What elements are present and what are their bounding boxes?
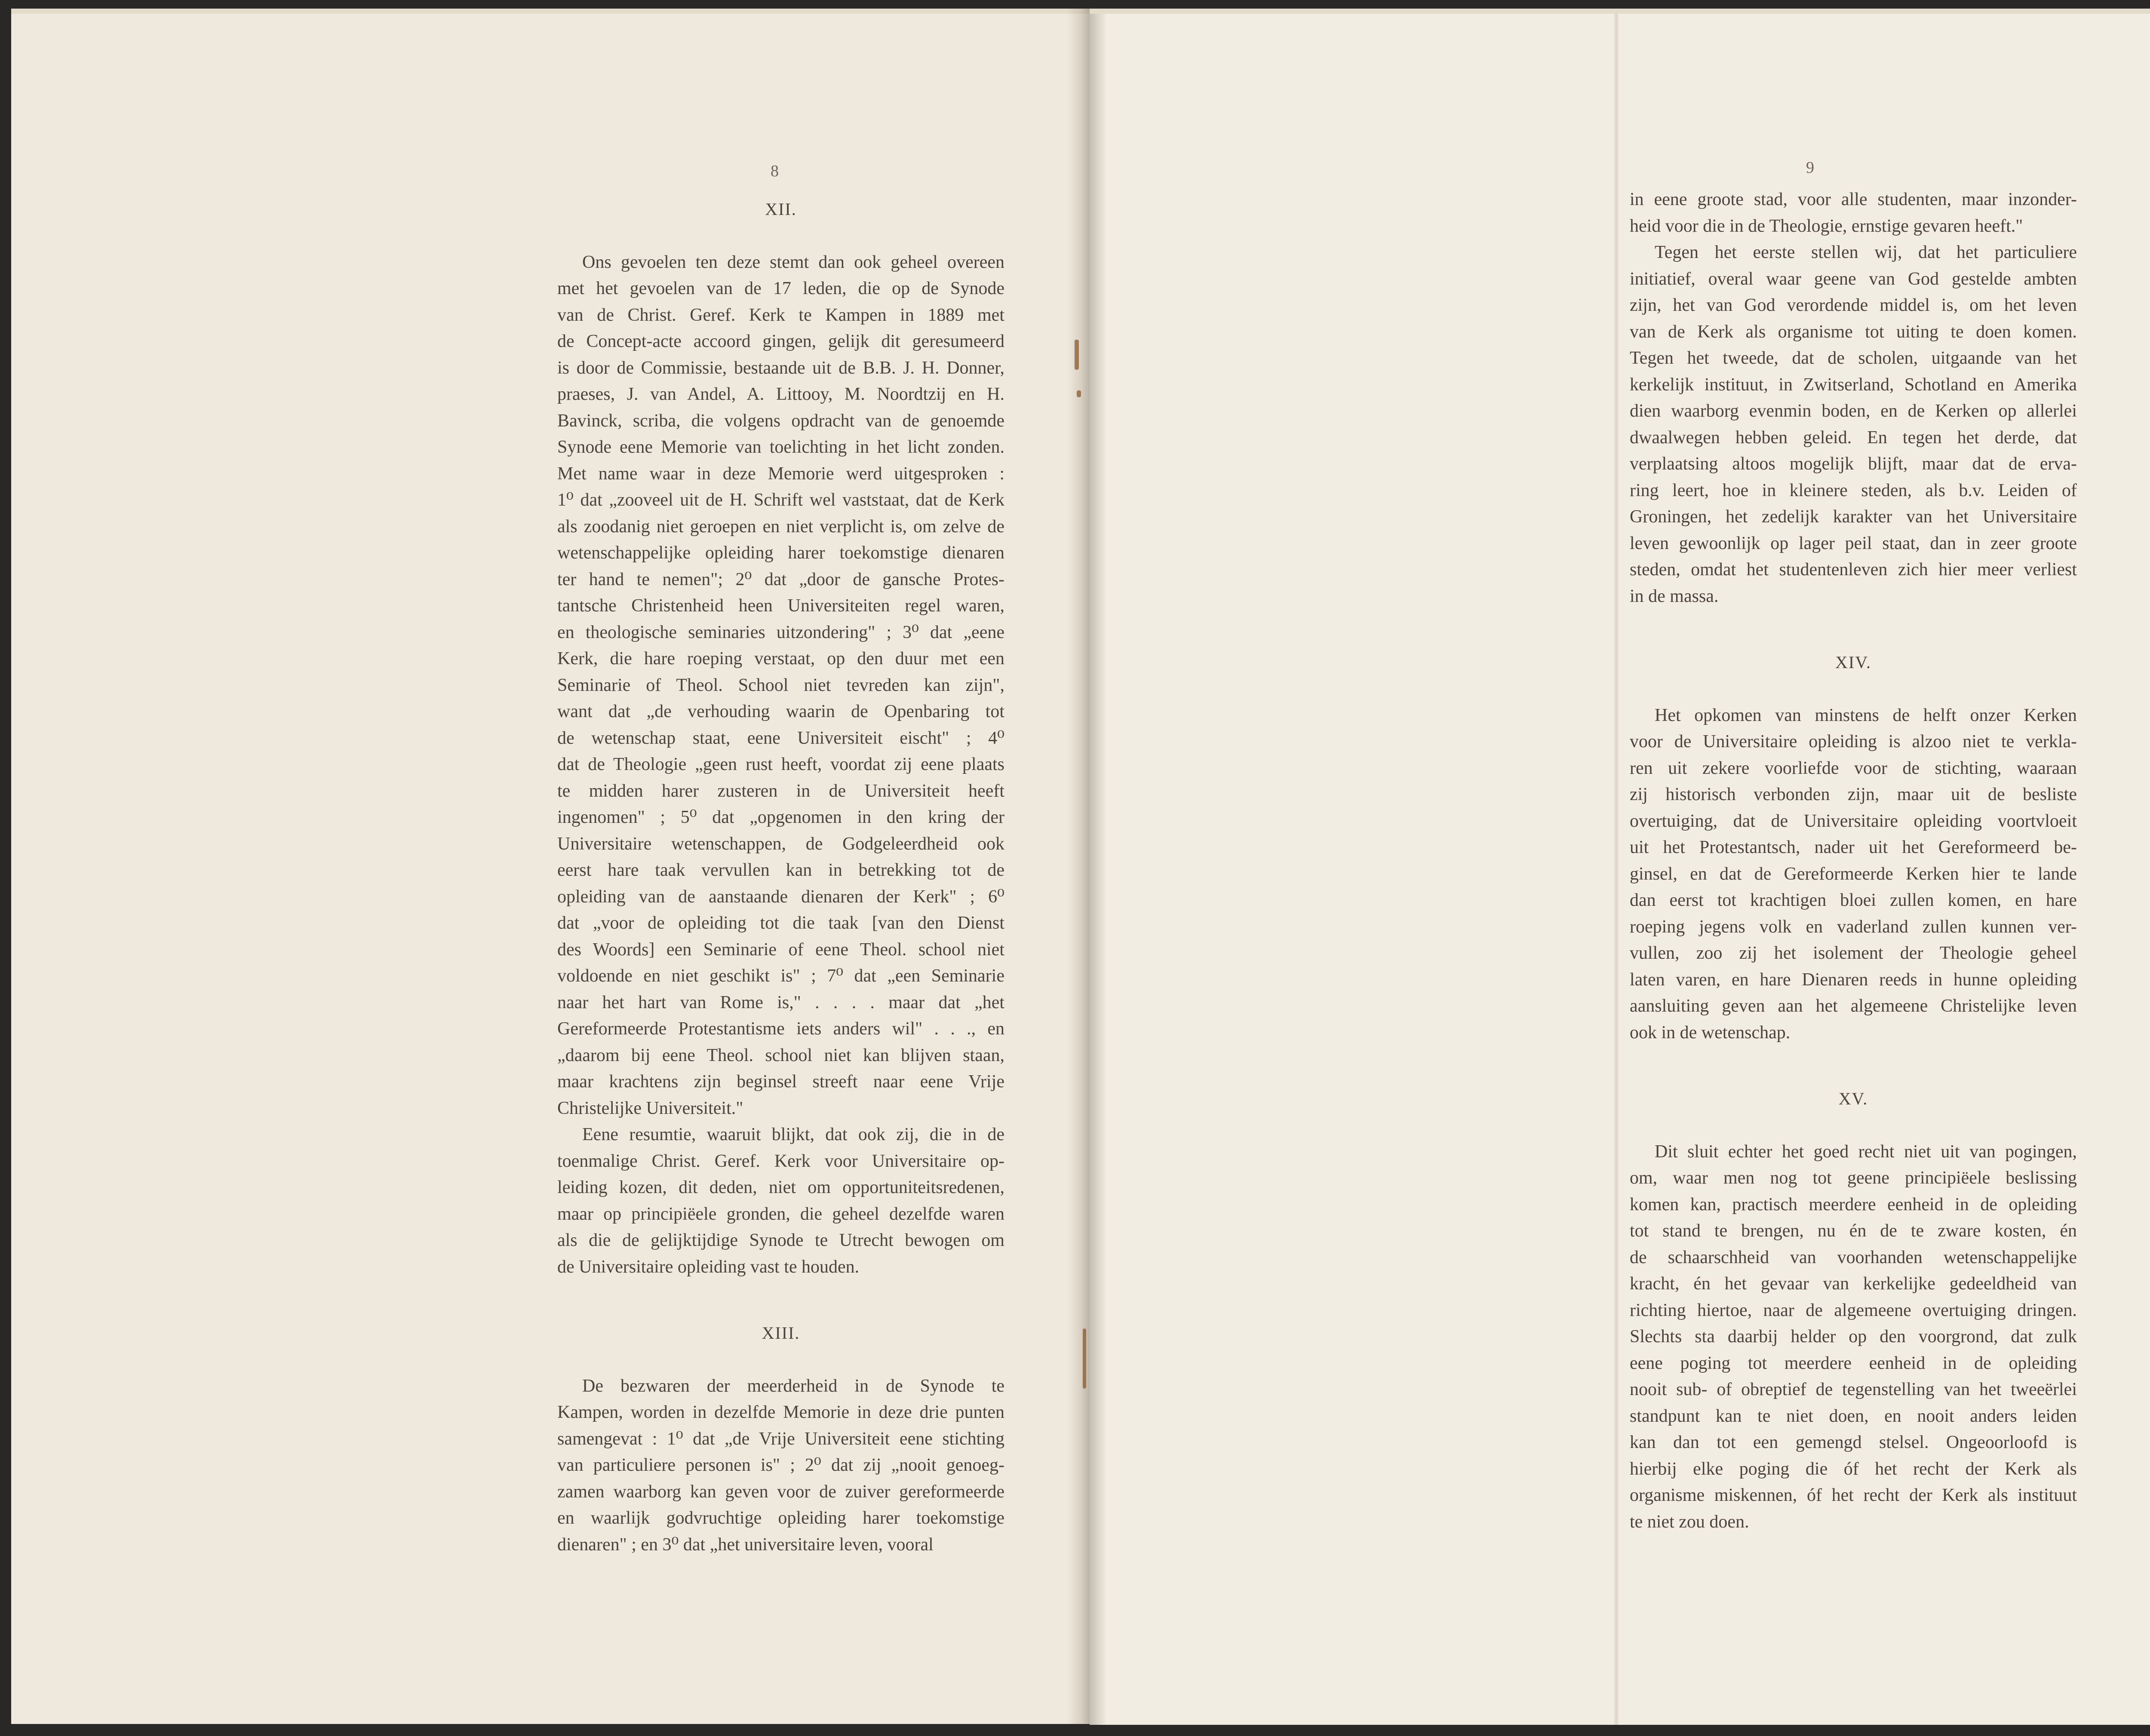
text-line: dat „voor de opleiding tot die taak [van den Dienst: [557, 913, 1004, 933]
text-line: eerst hare taak vervullen kan in betrekking tot de: [557, 860, 1004, 880]
text-line: hierbij elke poging die óf het recht der Kerk als: [1630, 1459, 2077, 1479]
text-line: Tegen het tweede, dat de scholen, uitgaande van het: [1630, 348, 2077, 368]
right-text-column: [1630, 187, 2077, 1535]
text-line: initiatief, overal waar geene van God gestelde ambten: [1630, 269, 2077, 289]
text-line: zij historisch verbonden zijn, maar uit de besliste: [1630, 785, 2077, 804]
text-line: en waarlijk godvruchtige opleiding harer toekomstige: [557, 1508, 1004, 1528]
text-line: Kerk, die hare roeping verstaat, op den duur met een: [557, 649, 1004, 669]
text-line: leiding kozen, dit deden, niet om opportuniteitsredenen,: [557, 1178, 1004, 1197]
spacer: [1630, 1046, 2077, 1086]
text-line: nooit sub- of obreptief de tegenstelling van het tweeërlei: [1630, 1380, 2077, 1399]
text-line: van particuliere personen is" ; 2⁰ dat zij „nooit genoeg-: [557, 1455, 1004, 1475]
text-line: dienaren" ; en 3⁰ dat „het universitaire leven, vooral: [557, 1534, 934, 1555]
text-line: voor de Universitaire opleiding is alzoo niet te verkla-: [1630, 732, 2077, 751]
text-line: van de Kerk als organisme tot uiting te doen komen.: [1630, 322, 2077, 342]
text-line: aansluiting geven aan het algemeene Christelijke leven: [1630, 996, 2077, 1016]
text-line: Ons gevoelen ten deze stemt dan ook geheel overeen: [582, 252, 1004, 272]
text-line: in eene groote stad, voor alle studenten, maar inzonder-: [1630, 190, 2077, 209]
text-line: overtuiging, dat de Universitaire opleiding voortvloeit: [1630, 811, 2077, 831]
text-line: komen kan, practisch meerdere eenheid in de opleiding: [1630, 1194, 2077, 1215]
text-line: wetenschappelijke opleiding harer toekomstige dienaren: [557, 543, 1004, 563]
text-line: Seminarie of Theol. School niet tevreden kan zijn",: [557, 675, 1004, 695]
text-line: kan dan tot een gemengd stelsel. Ongeoorloofd is: [1630, 1432, 2077, 1452]
section-heading: XIV.: [1835, 653, 1871, 672]
paragraph: [1630, 1139, 2077, 1536]
text-line: praeses, J. van Andel, A. Littooy, M. Noordtzij en H.: [557, 384, 1004, 404]
text-line: te midden harer zusteren in de Universiteit heeft: [557, 781, 1004, 801]
text-line: leven gewoonlijk op lager peil staat, dan in zeer groote: [1630, 533, 2077, 553]
text-line: tantsche Christenheid heen Universiteiten regel waren,: [557, 596, 1004, 616]
text-line: organisme miskennen, óf het recht der Kerk als instituut: [1630, 1485, 2077, 1505]
text-line: standpunt kan te niet doen, en nooit anders leiden: [1630, 1406, 2077, 1426]
page-number-left: 8: [771, 162, 779, 180]
binding-stain: [1077, 390, 1081, 397]
text-line: laten varen, en hare Dienaren reeds in hunne opleiding: [1630, 969, 2077, 990]
text-line: richting hiertoe, naar de algemeene overtuiging dringen.: [1630, 1300, 2077, 1320]
text-line: steden, omdat het studentenleven zich hier meer verliest: [1630, 560, 2077, 580]
text-line: dan eerst tot krachtigen bloei zullen komen, en hare: [1630, 890, 2077, 910]
text-line: Groningen, het zedelijk karakter van het Universitaire: [1630, 507, 2077, 527]
text-line: want dat „de verhouding waarin de Openbaring tot: [557, 702, 1004, 721]
text-line: kerkelijk instituut, in Zwitserland, Schotland en Amerika: [1630, 374, 2077, 395]
text-line: Tegen het eerste stellen wij, dat het particuliere: [1655, 242, 2077, 262]
text-line: om, waar men nog tot geene principiëele beslissing: [1630, 1168, 2077, 1188]
spacer: [557, 223, 1004, 249]
text-line: Christelijke Universiteit.": [557, 1098, 743, 1118]
text-line: Kampen, worden in dezelfde Memorie in deze drie punten: [557, 1402, 1004, 1422]
paragraph: [1630, 239, 2077, 610]
spacer: [1630, 1112, 2077, 1139]
spacer: [1630, 676, 2077, 702]
text-line: dat de Theologie „geen rust heeft, voordat zij eene plaats: [557, 755, 1004, 774]
text-line: roeping jegens volk en vaderland zullen kunnen ver-: [1630, 917, 2077, 937]
text-line: uit het Protestantsch, nader uit het Gereformeerd be-: [1630, 837, 2077, 857]
section-heading: XV.: [1838, 1089, 1868, 1108]
spacer: [557, 1280, 1004, 1320]
text-line: eene poging tot meerdere eenheid in de opleiding: [1630, 1353, 2077, 1373]
text-line: toenmalige Christ. Geref. Kerk voor Universitaire op-: [557, 1151, 1004, 1171]
text-line: ook in de wetenschap.: [1630, 1022, 1791, 1043]
text-line: dien waarborg evenmin boden, en de Kerken op allerlei: [1630, 401, 2077, 421]
binding-stain: [1083, 1328, 1086, 1389]
text-line: zamen waarborg kan geven voor de zuiver gereformeerde: [557, 1481, 1004, 1502]
text-line: heid voor die in de Theologie, ernstige gevaren heeft.": [1630, 216, 2023, 236]
gutter-shadow-right: [1090, 14, 1107, 1725]
text-line: Bavinck, scriba, die volgens opdracht van de genoemde: [557, 411, 1004, 431]
text-line: de schaarschheid van voorhanden wetenschappelijke: [1630, 1247, 2077, 1267]
spacer: [1630, 610, 2077, 649]
text-line: De bezwaren der meerderheid in de Synode te: [582, 1376, 1004, 1396]
text-line: als die de gelijktijdige Synode te Utrecht bewogen om: [557, 1230, 1004, 1250]
text-line: ter hand te nemen"; 2⁰ dat „door de gansche Protes-: [557, 569, 1004, 589]
text-line: Dit sluit echter het goed recht niet uit van pogingen,: [1655, 1141, 2077, 1162]
gutter-shadow-left: [1066, 9, 1090, 1724]
paragraph: [557, 1373, 1004, 1558]
text-line: ginsel, en dat de Gereformeerde Kerken hier te lande: [1630, 864, 2077, 884]
text-line: verplaatsing altoos mogelijk blijft, maar dat de erva-: [1630, 454, 2077, 474]
text-line: Eene resumtie, waaruit blijkt, dat ook zij, die in de: [582, 1125, 1004, 1144]
page-number-right: 9: [1806, 159, 1814, 177]
text-line: dwaalwegen hebben geleid. En tegen het derde, dat: [1630, 427, 2077, 448]
section-heading: XIII.: [762, 1323, 800, 1343]
text-line: „daarom bij eene Theol. school niet kan blijven staan,: [557, 1045, 1004, 1065]
text-line: samengevat : 1⁰ dat „de Vrije Universiteit eene stichting: [557, 1429, 1004, 1449]
text-line: voldoende en niet geschikt is" ; 7⁰ dat „een Seminarie: [557, 966, 1004, 986]
text-line: naar het hart van Rome is," . . . . maar dat „het: [557, 992, 1004, 1012]
text-line: maar op principiëele gronden, die geheel dezelfde waren: [557, 1204, 1004, 1224]
text-line: maar krachtens zijn beginsel streeft naar eene Vrije: [557, 1072, 1004, 1092]
text-line: des Woords] een Seminarie of eene Theol. school niet: [557, 939, 1004, 960]
text-line: vullen, zoo zij het isolement der Theologie geheel: [1630, 943, 2077, 963]
text-line: de Universitaire opleiding vast te houden.: [557, 1257, 860, 1277]
text-line: Gereformeerde Protestantisme iets anders wil" . . ., en: [557, 1019, 1004, 1039]
text-line: de Concept-acte accoord gingen, gelijk dit geresumeerd: [557, 331, 1004, 351]
text-line: Synode eene Memorie van toelichting in het licht zonden.: [557, 437, 1004, 457]
text-line: Het opkomen van minstens de helft onzer Kerken: [1655, 705, 2077, 725]
left-text-column: [557, 196, 1004, 1558]
text-line: is door de Commissie, bestaande uit de B.B. J. H. Donner,: [557, 358, 1004, 378]
text-line: zijn, het van God verordende middel is, om het leven: [1630, 295, 2077, 315]
paragraph: [557, 249, 1004, 1122]
text-line: Slechts sta daarbij helder op den voorgrond, dat zulk: [1630, 1327, 2077, 1346]
text-line: als zoodanig niet geroepen en niet verplicht is, om zelve de: [557, 516, 1004, 537]
paragraph: [1630, 702, 2077, 1046]
text-line: ingenomen" ; 5⁰ dat „opgenomen in den kring der: [557, 807, 1004, 827]
text-line: Universitaire wetenschappen, de Godgeleerdheid ook: [557, 834, 1004, 854]
text-line: tot stand te brengen, nu én de te zware kosten, én: [1630, 1221, 2077, 1241]
text-line: en theologische seminaries uitzondering" ; 3⁰ dat „eene: [557, 622, 1004, 642]
text-line: 1⁰ dat „zooveel uit de H. Schrift wel vaststaat, dat de Kerk: [557, 490, 1004, 510]
spacer: [557, 1346, 1004, 1373]
text-line: in de massa.: [1630, 586, 1719, 606]
text-line: van de Christ. Geref. Kerk te Kampen in 1889 met: [557, 305, 1004, 325]
paragraph: [557, 1122, 1004, 1280]
text-line: ren uit zekere voorliefde voor de stichting, waaraan: [1630, 758, 2077, 778]
text-line: te niet zou doen.: [1630, 1512, 1749, 1532]
text-line: ring leert, hoe in kleinere steden, als b.v. Leiden of: [1630, 480, 2077, 500]
text-line: de wetenschap staat, eene Universiteit eischt" ; 4⁰: [557, 728, 1004, 748]
paragraph: [1630, 187, 2077, 239]
section-heading: XII.: [765, 199, 797, 219]
paper-crease: [1613, 14, 1619, 1725]
text-line: Met name waar in deze Memorie werd uitgesproken :: [557, 463, 1004, 484]
text-line: kracht, én het gevaar van kerkelijke gedeeldheid van: [1630, 1274, 2077, 1294]
text-line: opleiding van de aanstaande dienaren der Kerk" ; 6⁰: [557, 886, 1004, 907]
binding-stain: [1075, 340, 1079, 370]
text-line: met het gevoelen van de 17 leden, die op de Synode: [557, 279, 1004, 298]
